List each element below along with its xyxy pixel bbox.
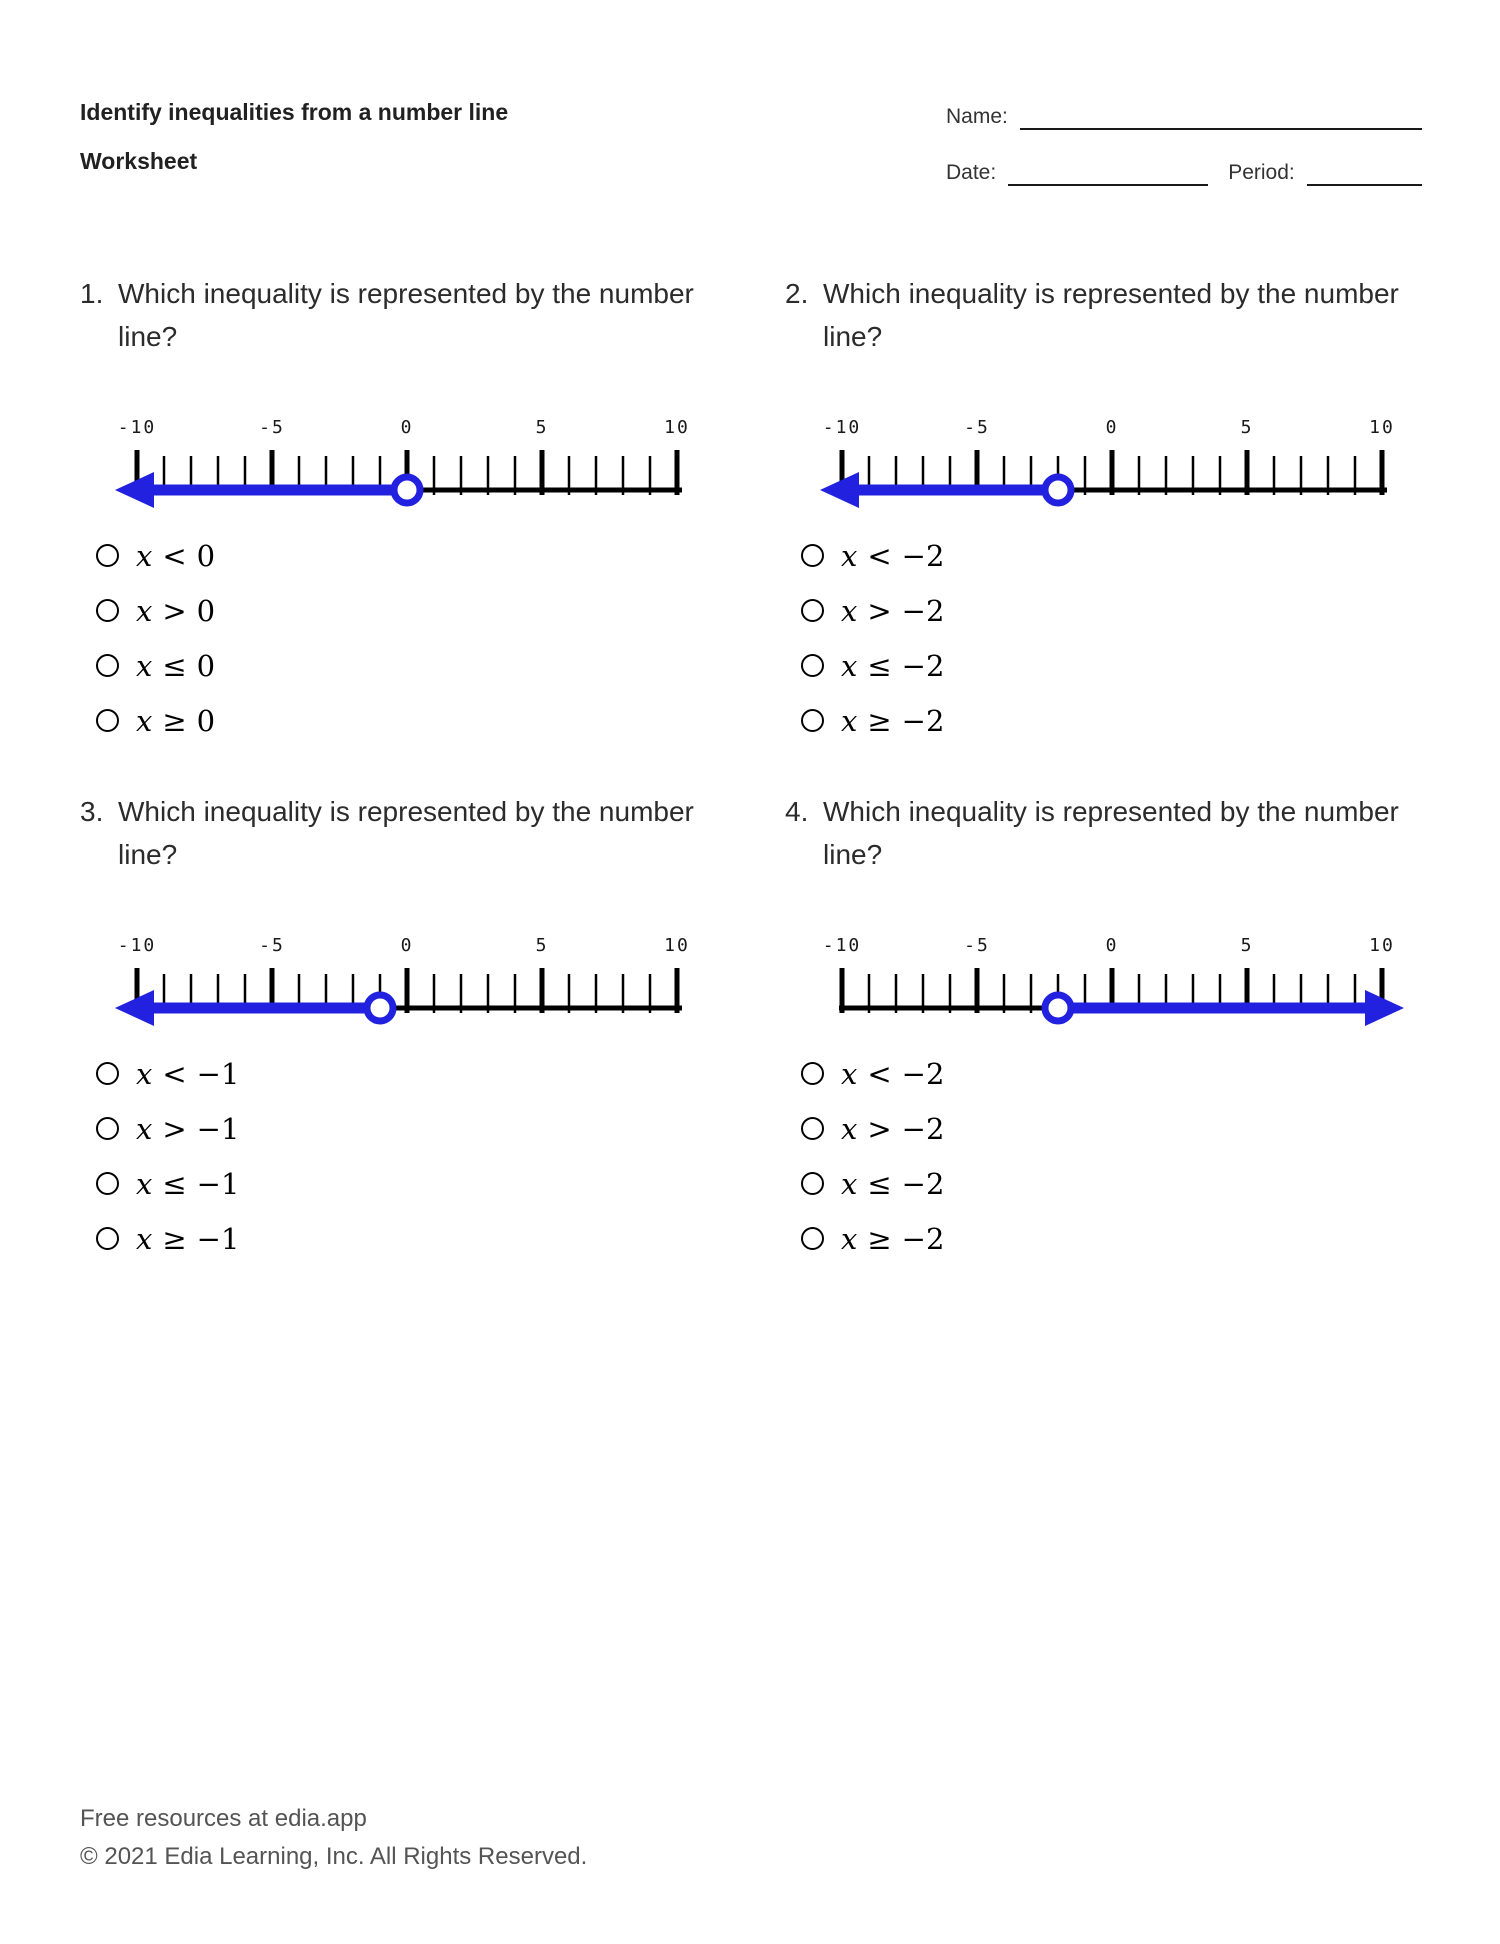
- date-label: Date:: [946, 161, 997, 184]
- svg-text:-5: -5: [259, 935, 285, 956]
- svg-text:10: 10: [1369, 935, 1395, 956]
- radio-button[interactable]: [96, 709, 119, 732]
- answer-option: x ≤ −1: [80, 1156, 700, 1211]
- svg-text:0: 0: [400, 935, 414, 956]
- date-period-row: [946, 156, 1422, 186]
- footer-line1: Free resources at edia.app: [80, 1805, 367, 1832]
- answer-option: x ≥ −1: [80, 1211, 700, 1266]
- radio-button[interactable]: [801, 1172, 824, 1195]
- date-blank-line[interactable]: [1008, 160, 1208, 186]
- answer-option: x < −2: [785, 1046, 1405, 1101]
- question-2-text: [785, 272, 1405, 358]
- radio-button[interactable]: [801, 599, 824, 622]
- name-blank-line[interactable]: [1020, 104, 1422, 130]
- svg-text:0: 0: [1105, 935, 1119, 956]
- question-2-options: [785, 528, 1405, 748]
- svg-text:10: 10: [664, 935, 690, 956]
- number-line-q3: [80, 922, 700, 1034]
- question-3-text: [80, 790, 700, 876]
- radio-button[interactable]: [96, 544, 119, 567]
- question-4: [785, 790, 1405, 1266]
- answer-option: x > −2: [785, 583, 1405, 638]
- radio-button[interactable]: [801, 1117, 824, 1140]
- answer-option: x < 0: [80, 528, 700, 583]
- page-title: [80, 88, 508, 186]
- svg-text:-10: -10: [117, 935, 157, 956]
- period-blank-line[interactable]: [1307, 160, 1422, 186]
- svg-text:5: 5: [1240, 935, 1254, 956]
- svg-text:-5: -5: [259, 417, 285, 438]
- answer-option: x > 0: [80, 583, 700, 638]
- question-4-options: [785, 1046, 1405, 1266]
- number-line-q4: [785, 922, 1405, 1034]
- question-number: 2.: [785, 278, 809, 309]
- question-1-options: [80, 528, 700, 748]
- question-number: 1.: [80, 278, 104, 309]
- student-fields: [946, 100, 1422, 186]
- question-prompt: Which inequality is represented by the number line?: [823, 796, 1399, 870]
- svg-text:-10: -10: [117, 417, 157, 438]
- radio-button[interactable]: [96, 1172, 119, 1195]
- question-1: [80, 272, 700, 748]
- number-line-q1: [80, 404, 700, 516]
- answer-option: x ≤ −2: [785, 638, 1405, 693]
- svg-text:5: 5: [1240, 417, 1254, 438]
- footer-line2: © 2021 Edia Learning, Inc. All Rights Reserved.: [80, 1843, 588, 1870]
- svg-text:-5: -5: [964, 417, 990, 438]
- svg-text:10: 10: [664, 417, 690, 438]
- svg-text:-5: -5: [964, 935, 990, 956]
- question-prompt: Which inequality is represented by the number line?: [118, 278, 694, 352]
- svg-text:-10: -10: [822, 417, 862, 438]
- svg-text:10: 10: [1369, 417, 1395, 438]
- name-row: [946, 100, 1422, 130]
- svg-text:-10: -10: [822, 935, 862, 956]
- svg-text:5: 5: [535, 935, 549, 956]
- question-prompt: Which inequality is represented by the number line?: [118, 796, 694, 870]
- period-label: Period:: [1228, 161, 1295, 184]
- radio-button[interactable]: [96, 1117, 119, 1140]
- number-line-q2: [785, 404, 1405, 516]
- radio-button[interactable]: [801, 1227, 824, 1250]
- question-number: 3.: [80, 796, 104, 827]
- answer-option: x < −1: [80, 1046, 700, 1101]
- page-title-line1: Identify inequalities from a number line: [80, 99, 509, 125]
- question-3-options: [80, 1046, 700, 1266]
- radio-button[interactable]: [96, 1062, 119, 1085]
- questions-grid: [80, 272, 1405, 1266]
- radio-button[interactable]: [96, 599, 119, 622]
- question-number: 4.: [785, 796, 809, 827]
- svg-text:0: 0: [1105, 417, 1119, 438]
- radio-button[interactable]: [801, 1062, 824, 1085]
- radio-button[interactable]: [801, 654, 824, 677]
- answer-option: x ≥ −2: [785, 1211, 1405, 1266]
- page-title-line2: Worksheet: [80, 148, 198, 174]
- answer-option: x ≤ −2: [785, 1156, 1405, 1211]
- svg-text:5: 5: [535, 417, 549, 438]
- answer-option: x ≥ 0: [80, 693, 700, 748]
- name-label: Name:: [946, 105, 1008, 128]
- page-footer: [80, 1800, 587, 1876]
- question-prompt: Which inequality is represented by the number line?: [823, 278, 1399, 352]
- answer-option: x ≤ 0: [80, 638, 700, 693]
- radio-button[interactable]: [96, 654, 119, 677]
- radio-button[interactable]: [801, 709, 824, 732]
- answer-option: x < −2: [785, 528, 1405, 583]
- question-3: [80, 790, 700, 1266]
- question-2: [785, 272, 1405, 748]
- answer-option: x > −2: [785, 1101, 1405, 1156]
- question-4-text: [785, 790, 1405, 876]
- question-1-text: [80, 272, 700, 358]
- svg-text:0: 0: [400, 417, 414, 438]
- radio-button[interactable]: [801, 544, 824, 567]
- radio-button[interactable]: [96, 1227, 119, 1250]
- answer-option: x ≥ −2: [785, 693, 1405, 748]
- answer-option: x > −1: [80, 1101, 700, 1156]
